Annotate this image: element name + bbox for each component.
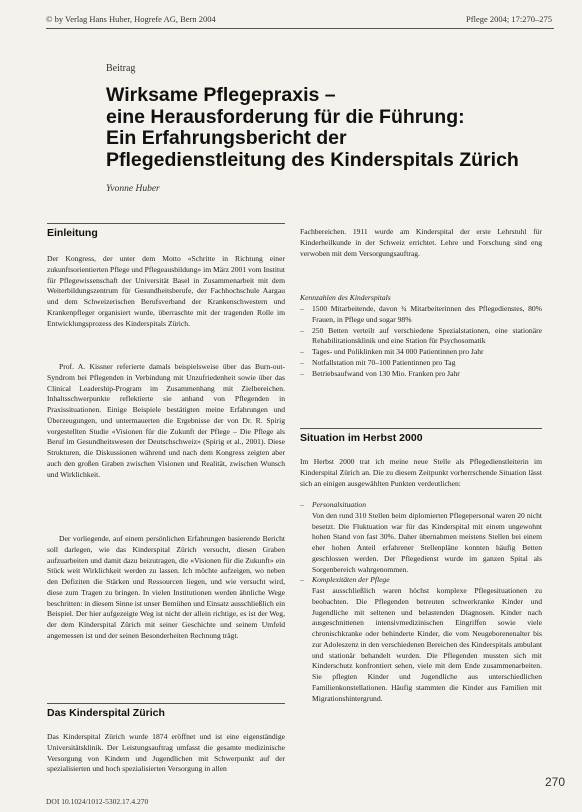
- list-item: [300, 500, 542, 575]
- paragraph: Der Kongress, der unter dem Motto «Schritte in Richtung einer zukunftsorientierten Pflege und Pflegeausbildung» im März 2001 vom Institut für Pflegewissenschaft der Universität Basel in Zusammenarbeit mit dem Weiterbildungszentrum für Gesundheitsberufe, der Fachhochschule Aargau und dem Schweizerischen Berufsverband der Krankenschwestern und Krankenpfleger organisiert wurde, überraschte mit der tragenden Rolle im Entwicklungsprozess des Kinderspitals Zürich.: [47, 254, 285, 328]
- section-divider: [47, 703, 285, 704]
- page-number: 270: [545, 775, 566, 789]
- section-divider: [47, 223, 285, 224]
- section-divider: [300, 428, 542, 429]
- article-category: Beitrag: [106, 63, 136, 74]
- section-heading-einleitung: Einleitung: [47, 227, 98, 239]
- kennzahlen-heading: Kennzahlen des Kinderspitals: [300, 293, 391, 302]
- list-item-title: – Komplexitäten der Pflege: [312, 575, 390, 585]
- kennzahlen-list: [300, 304, 542, 379]
- title-line: eine Herausforderung für die Führung:: [106, 105, 465, 128]
- paragraph: Prof. A. Kissner referierte damals beispielsweise über das Burn-out-Syndrom bei Pflegenden in Verbindung mit Unzufriedenheit sowie über das Clinical Leadership-Program im Zusammenhang mit Zielbereichen. Inhaltsschwerpunkte reflektierte sie anhand von Pflegenden in Praxissituationen. Einige Beispiele bestätigten meine Erfahrungen und Überzeugungen, und untermauerten die Ergebnisse der von Dr. R. Spirig vorgestellten Studie «Visionen für die Zukunft der Pflege – Die Pflege als Beruf im Gesundheitswesen der Deutschschweiz» (Spirig et al., 2001). Diese Strukturen, die Diskussionen während und nach dem Kongress zeigten aber auch den großen Graben zwischen Visionen und Realität, zwischen Wunsch und Wirklichkeit.: [47, 362, 285, 479]
- paragraph: Der vorliegende, auf einem persönlichen Erfahrungen basierende Bericht soll darlegen, wie das Kinderspital Zürich versucht, diesen Graben aufzuarbeiten und damit dazu beizutragen, die «Visionen für die Zukunft» ein Stück weit Wirklichkeit werden zu lassen. Ich möchte aufzeigen, wo neben den Defiziten die Stärken und Ressourcen liegen, und wie versucht wird, diese zum Tragen zu bringen. In vielen Institutionen werden ähnliche Wege beschritten: in diesem Sinne ist unser Bemühen und Einsatz ausschließlich ein Beispiel. Der hier aufgezeigte Weg ist nicht der allein richtige, es ist der Weg, der dem Kinderspital Zürich mit seiner Geschichte und seinem Umfeld angemessen ist und der seinen Besonderheiten Rechnung trägt.: [47, 534, 285, 640]
- paragraph: Im Herbst 2000 trat ich meine neue Stelle als Pflegedienstleiterin im Kinderspital Zürich an. Die zu diesem Zeitpunkt vorherrschende Situation lässt sich an einigen ausgewählten Punkten verdeutlichen:: [300, 457, 542, 488]
- list-item: – Tages- und Poliklinken mit 34 000 Patientinnen pro Jahr: [300, 347, 542, 358]
- author-name: Yvonne Huber: [106, 184, 160, 194]
- list-item-text: Von den rund 310 Stellen beim diplomierten Pflegepersonal waren 20 nicht besetzt. Die Fluktuation war für das Kinderspital mit einem ungewohnt hohen Stand von fast 30%. Daher übernahmen meistens Stellen bei einem eher hohen Anteil erfahrener Stellenpläne konnten häufig Betten geschlossen werden. Der Pflegedienst wurde im ganzen Spital als Sorgenbereich wahrgenommen.: [312, 510, 542, 574]
- list-item: – 250 Betten verteilt auf verschiedene Spezialstationen, eine stationäre Rehabilitationsklinik und eine Station für Psychosomatik: [300, 326, 542, 348]
- header-divider: [46, 28, 554, 29]
- section-heading-kinderspital: Das Kinderspital Zürich: [47, 707, 165, 719]
- title-line: Pflegedienstleitung des Kinderspitals Zürich: [106, 148, 519, 171]
- article-title: [106, 85, 556, 171]
- paragraph: Fachbereichen. 1911 wurde am Kinderspital der erste Lehrstuhl für Kinderheilkunde in der Schweiz errichtet. Lehre und Forschung sind eng verwoben mit dem Versorgungsauftrag.: [300, 227, 542, 258]
- list-item: – Betriebsaufwand von 130 Mio. Franken pro Jahr: [300, 369, 542, 380]
- list-item: [300, 575, 542, 704]
- list-item: – 1500 Mitarbeitende, davon ¾ Mitarbeiterinnen des Pflegedienstes, 80% Frauen, in Pflege und sogar 98%: [300, 304, 542, 326]
- doi: DOI 10.1024/1012-5302.17.4.270: [46, 797, 149, 806]
- title-line: Wirksame Pflegepraxis –: [106, 84, 336, 106]
- list-item: – Notfallstation mit 70–100 Patientinnen pro Tag: [300, 358, 542, 369]
- list-item-text: Fast ausschließlich waren höchst komplexe Pflegesituationen zu beobachten. Die Pflegenden betreuten schwerkranke Kinder und Jugendliche mit seltenen und belastenden Diagnosen. Kinder nach ausgeschnittenen intensivmedizinischen Eingriffen sowie viele chronischkranke oder behinderte Kinder, die vom Neugeborenenalter bis zur Adoleszenz in den verschiedenen Bereichen des Kinderspitals ambulant und stationär behandelt wurden. Die Pflegenden mussten sich mit Kinderschutz konfrontiert sehen, viele mit dem Ende zusammenarbeiten. Sie pflegten Kinder und Jugendliche aus unterschiedlichen Familienkonstellationen. Häufig stammten die Kinder aus Familien mit Migrationshintergrund.: [312, 586, 542, 703]
- journal-citation: Pflege 2004; 17:270–275: [466, 14, 552, 24]
- section-heading-herbst: Situation im Herbst 2000: [300, 432, 423, 444]
- title-line: Ein Erfahrungsbericht der: [106, 127, 347, 149]
- journal-copyright: © by Verlag Hans Huber, Hogrefe AG, Bern 2004: [46, 14, 216, 24]
- paragraph: Das Kinderspital Zürich wurde 1874 eröffnet und ist eine eigenständige Universitätsklinik. Der Leistungsauftrag umfasst die gesamte medizinische Versorgung von Kindern und Jugendlichen mit Schwerpunkt auf der spezialisierten und hoch spezialisierten Versorgung in allen: [47, 732, 285, 774]
- situation-list: [300, 500, 542, 704]
- list-item-title: – Personalsituation: [312, 500, 367, 509]
